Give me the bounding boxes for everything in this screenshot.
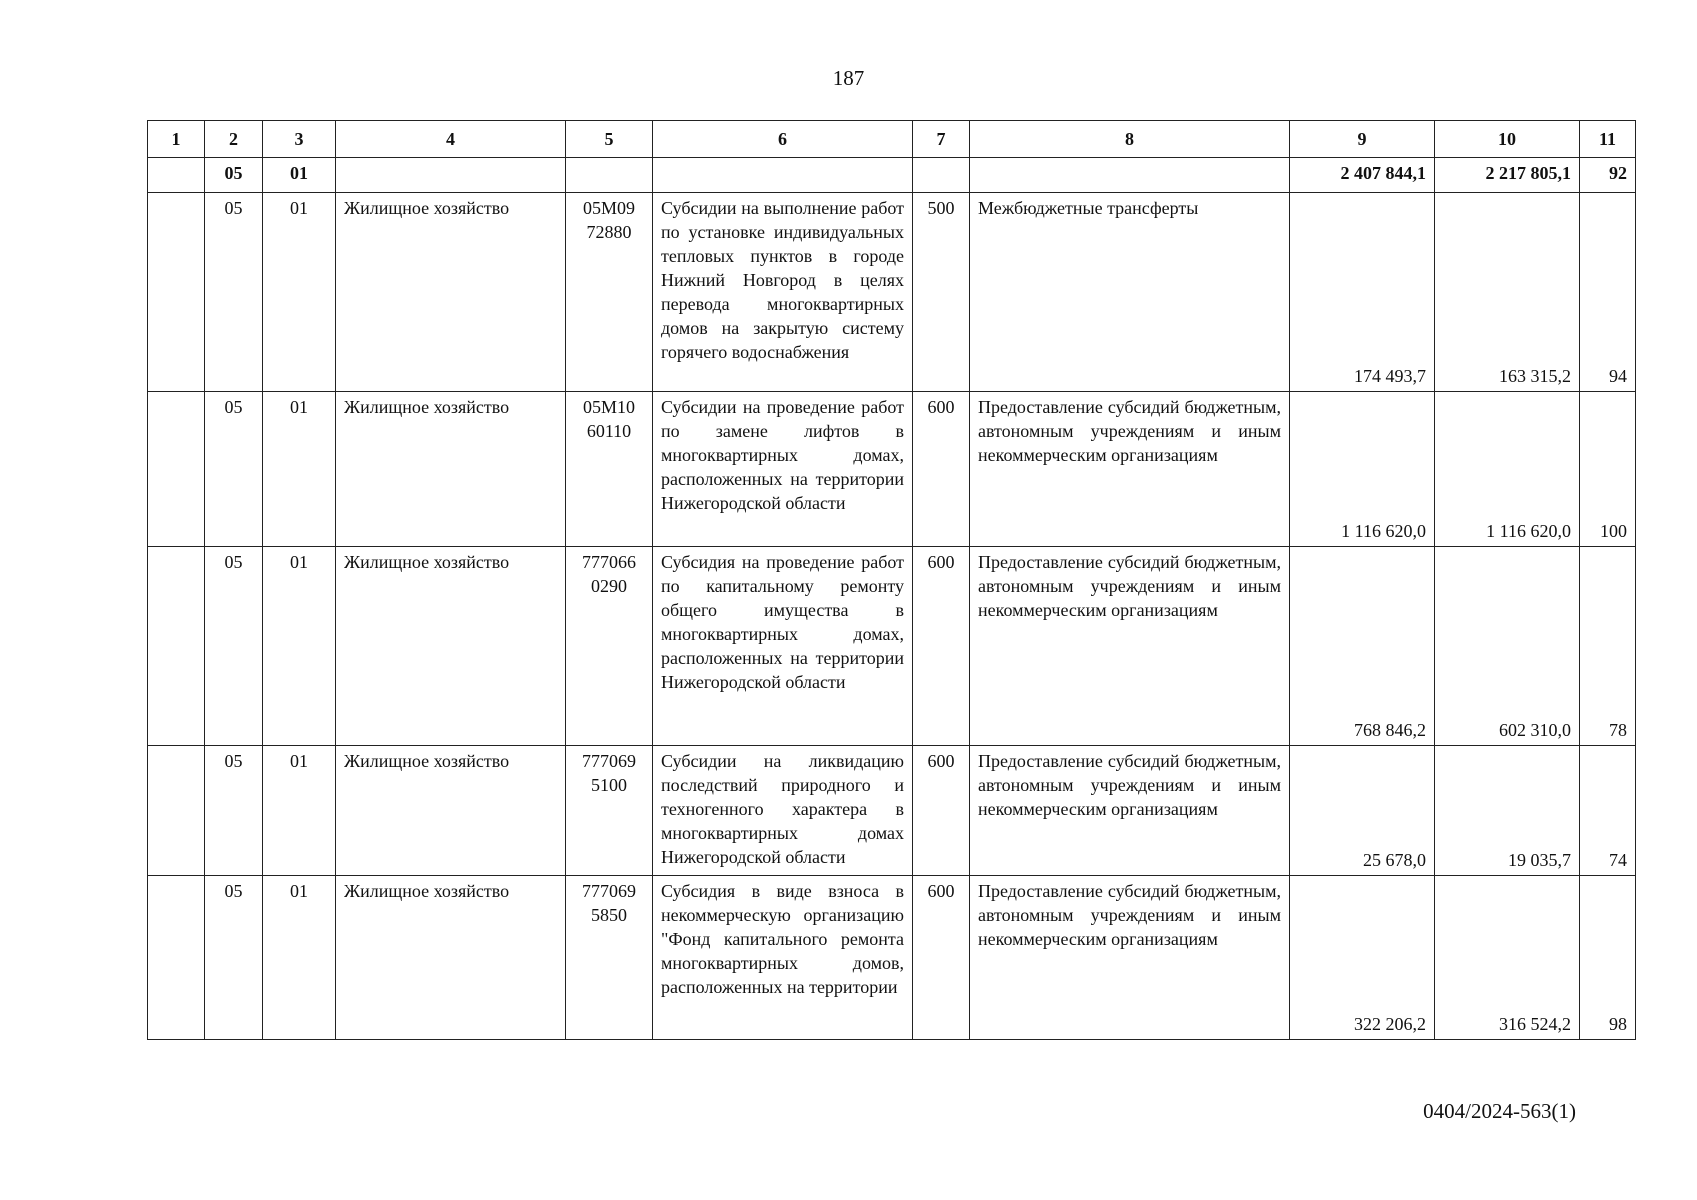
table-cell	[566, 158, 653, 193]
table-row	[148, 193, 1636, 392]
section-code: 05	[205, 547, 263, 746]
target-article-code: 05М10 60110	[566, 392, 653, 547]
execution-percent: 98	[1580, 876, 1636, 1040]
expense-type-code: 500	[913, 193, 970, 392]
section-code: 05	[205, 158, 263, 193]
header-col-4: 4	[336, 121, 566, 158]
target-article-code: 777069 5100	[566, 746, 653, 876]
section-code: 05	[205, 392, 263, 547]
total-percent: 92	[1580, 158, 1636, 193]
header-col-5: 5	[566, 121, 653, 158]
header-col-9: 9	[1290, 121, 1435, 158]
subsection-code: 01	[263, 158, 336, 193]
target-article-name: Субсидии на выполнение работ по установке индивидуальных тепловых пунктов в городе Нижний Новгород в целях перевода многоквартирных домов на закрытую систему горячего водоснабжения	[653, 193, 913, 392]
page-number: 187	[832, 66, 865, 90]
expense-type-name: Предоставление субсидий бюджетным, автономным учреждениям и иным некоммерческим организациям	[970, 746, 1290, 876]
subsection-name: Жилищное хозяйство	[336, 392, 566, 547]
execution-percent: 100	[1580, 392, 1636, 547]
expense-type-name: Межбюджетные трансферты	[970, 193, 1290, 392]
execution-percent: 74	[1580, 746, 1636, 876]
target-article-code: 777066 0290	[566, 547, 653, 746]
expense-type-code: 600	[913, 547, 970, 746]
planned-amount: 768 846,2	[1290, 547, 1435, 746]
expense-type-name: Предоставление субсидий бюджетным, автономным учреждениям и иным некоммерческим организациям	[970, 392, 1290, 547]
executed-amount: 602 310,0	[1435, 547, 1580, 746]
expense-type-code: 600	[913, 392, 970, 547]
header-col-8: 8	[970, 121, 1290, 158]
table-cell	[336, 158, 566, 193]
expense-type-name: Предоставление субсидий бюджетным, автономным учреждениям и иным некоммерческим организациям	[970, 876, 1290, 1040]
executed-amount: 1 116 620,0	[1435, 392, 1580, 547]
subsection-name: Жилищное хозяйство	[336, 746, 566, 876]
execution-percent: 94	[1580, 193, 1636, 392]
subsection-code: 01	[263, 746, 336, 876]
expense-type-code: 600	[913, 876, 970, 1040]
planned-amount: 322 206,2	[1290, 876, 1435, 1040]
document-code: 0404/2024-563(1)	[1423, 1099, 1576, 1123]
subsection-code: 01	[263, 392, 336, 547]
header-col-6: 6	[653, 121, 913, 158]
table-cell	[148, 746, 205, 876]
subsection-code: 01	[263, 876, 336, 1040]
section-code: 05	[205, 876, 263, 1040]
target-article-code: 777069 5850	[566, 876, 653, 1040]
execution-percent: 78	[1580, 547, 1636, 746]
budget-table	[147, 120, 1636, 1040]
table-row	[148, 392, 1636, 547]
section-code: 05	[205, 193, 263, 392]
table-cell	[148, 876, 205, 1040]
expense-type-code: 600	[913, 746, 970, 876]
planned-amount: 1 116 620,0	[1290, 392, 1435, 547]
executed-amount: 163 315,2	[1435, 193, 1580, 392]
planned-amount: 174 493,7	[1290, 193, 1435, 392]
table-row	[148, 547, 1636, 746]
header-col-11: 11	[1580, 121, 1636, 158]
executed-amount: 316 524,2	[1435, 876, 1580, 1040]
planned-amount: 25 678,0	[1290, 746, 1435, 876]
header-col-1: 1	[148, 121, 205, 158]
header-col-10: 10	[1435, 121, 1580, 158]
subsection-name: Жилищное хозяйство	[336, 193, 566, 392]
subsection-name: Жилищное хозяйство	[336, 876, 566, 1040]
section-code: 05	[205, 746, 263, 876]
executed-amount: 19 035,7	[1435, 746, 1580, 876]
table-cell	[148, 158, 205, 193]
table-cell	[970, 158, 1290, 193]
header-col-3: 3	[263, 121, 336, 158]
header-col-7: 7	[913, 121, 970, 158]
table-cell	[148, 392, 205, 547]
table-cell	[653, 158, 913, 193]
table-cell	[148, 547, 205, 746]
table-row	[148, 746, 1636, 876]
target-article-name: Субсидии на ликвидацию последствий природного и техногенного характера в многоквартирных домах Нижегородской области	[653, 746, 913, 876]
target-article-name: Субсидия на проведение работ по капитальному ремонту общего имущества в многоквартирных домах, расположенных на территории Нижегородской области	[653, 547, 913, 746]
subsection-name: Жилищное хозяйство	[336, 547, 566, 746]
expense-type-name: Предоставление субсидий бюджетным, автономным учреждениям и иным некоммерческим организациям	[970, 547, 1290, 746]
total-row	[148, 158, 1636, 193]
header-row	[148, 121, 1636, 158]
table-cell	[148, 193, 205, 392]
header-col-2: 2	[205, 121, 263, 158]
target-article-code: 05М09 72880	[566, 193, 653, 392]
target-article-name: Субсидия в виде взноса в некоммерческую организацию "Фонд капитального ремонта многоквартирных домов, расположенных на территории	[653, 876, 913, 1040]
total-executed: 2 217 805,1	[1435, 158, 1580, 193]
table-cell	[913, 158, 970, 193]
total-planned: 2 407 844,1	[1290, 158, 1435, 193]
target-article-name: Субсидии на проведение работ по замене лифтов в многоквартирных домах, расположенных на территории Нижегородской области	[653, 392, 913, 547]
subsection-code: 01	[263, 193, 336, 392]
subsection-code: 01	[263, 547, 336, 746]
table-row	[148, 876, 1636, 1040]
